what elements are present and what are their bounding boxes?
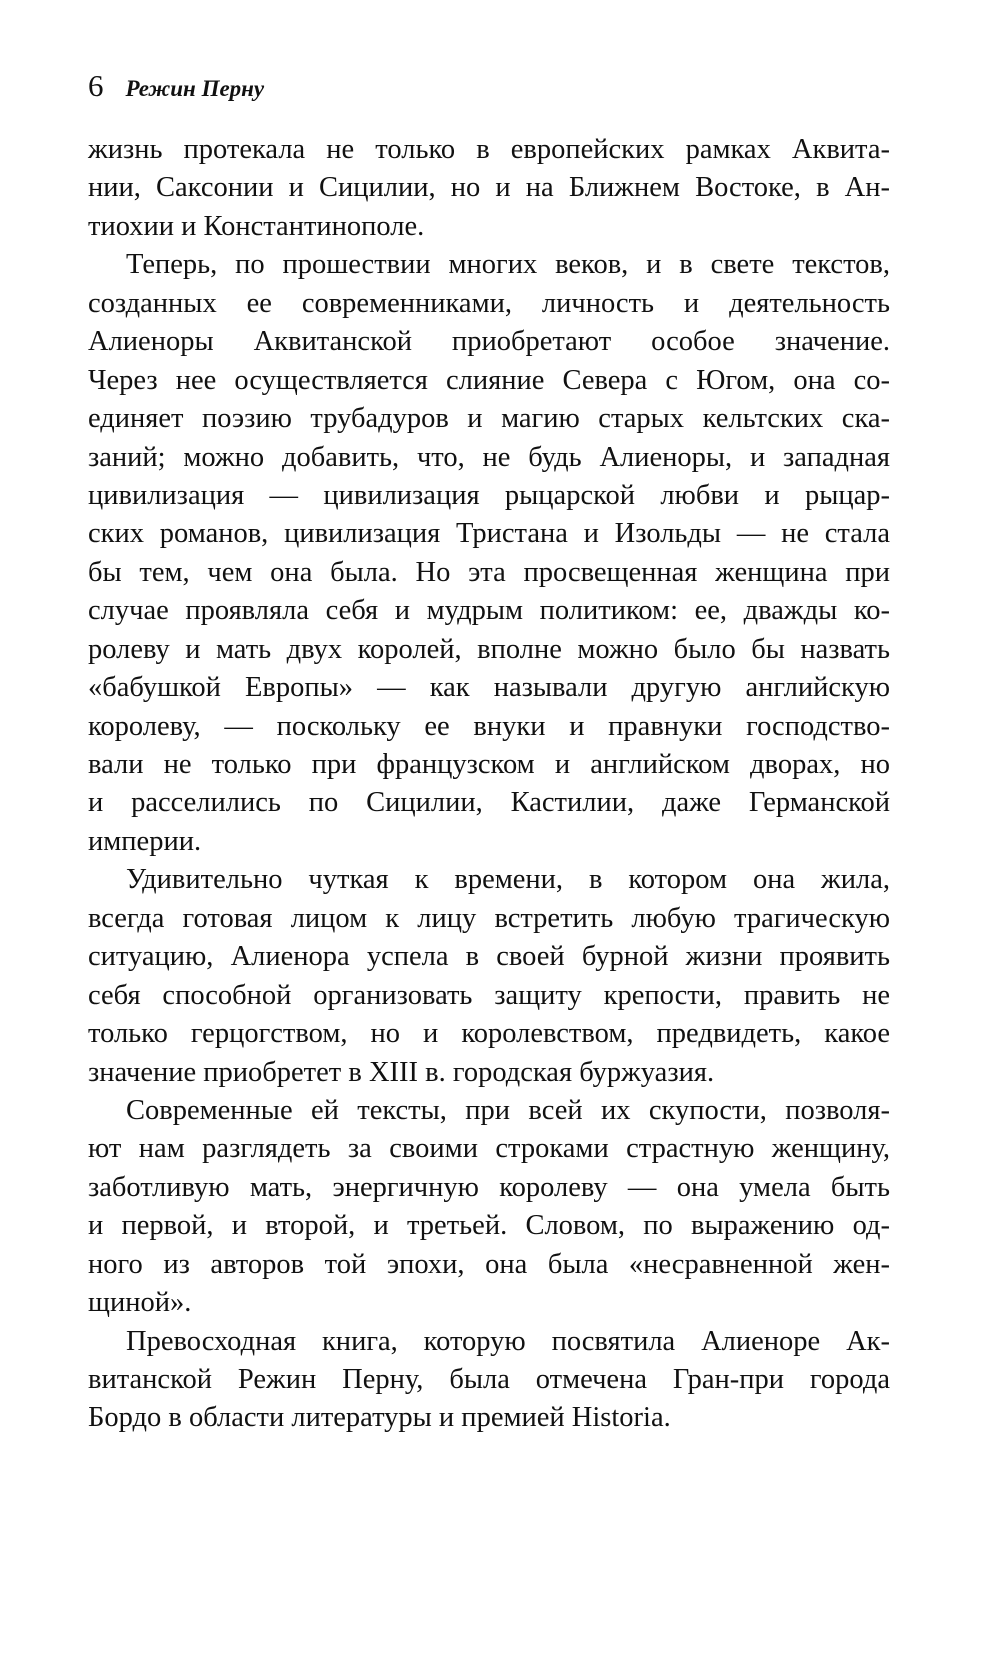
text-line: заботливую мать, энергичную королеву — она умела быть <box>88 1171 890 1203</box>
text-line: всегда готовая лицом к лицу встретить любую трагическую <box>88 902 890 934</box>
text-line: щиной». <box>88 1287 192 1319</box>
body-text <box>88 131 890 1438</box>
text-line: «бабушкой Европы» — как называли другую английскую <box>88 672 890 704</box>
text-line: ют нам разглядеть за своими строками страстную женщину, <box>88 1133 890 1165</box>
text-line: Современные ей тексты, при всей их скупости, позволя- <box>126 1094 890 1126</box>
running-title: Режин Перну <box>125 76 265 101</box>
paragraph <box>88 131 890 246</box>
text-line: ролеву и мать двух королей, вполне можно было бы назвать <box>88 633 890 665</box>
text-line: ного из авторов той эпохи, она была «несравненной жен- <box>88 1248 890 1280</box>
text-line: Алиеноры Аквитанской приобретают особое значение. <box>88 326 890 358</box>
paragraph <box>88 861 890 1092</box>
paragraph <box>88 1092 890 1323</box>
text-line: созданных ее современниками, личность и деятельность <box>88 287 890 319</box>
text-line: тиохии и Константинополе. <box>88 210 425 242</box>
page-number: 6 <box>88 68 104 103</box>
text-line: королеву, — поскольку ее внуки и правнуки господство- <box>88 710 890 742</box>
text-line: значение приобретет в XIII в. городская буржуазия. <box>88 1056 715 1088</box>
text-line: заний; можно добавить, что, не будь Алиеноры, и западная <box>88 441 890 473</box>
text-line: Превосходная книга, которую посвятила Алиеноре Ак- <box>126 1325 890 1357</box>
text-line: Удивительно чуткая к времени, в котором она жила, <box>126 864 890 896</box>
text-line: Через нее осуществляется слияние Севера с Югом, она со- <box>88 364 890 396</box>
text-line: цивилизация — цивилизация рыцарской любви и рыцар- <box>88 479 890 511</box>
text-line: и расселились по Сицилии, Кастилии, даже Германской <box>88 787 890 819</box>
text-line: себя способной организовать защиту крепости, править не <box>88 979 890 1011</box>
text-line: случае проявляла себя и мудрым политиком: ее, дважды ко- <box>88 595 890 627</box>
text-line: и первой, и второй, и третьей. Словом, по выражению од- <box>88 1210 890 1242</box>
text-line: Бордо в области литературы и премией Historia. <box>88 1402 671 1434</box>
text-line: империи. <box>88 825 202 857</box>
text-line: ситуацию, Алиенора успела в своей бурной жизни проявить <box>88 941 890 973</box>
text-line: нии, Саксонии и Сицилии, но и на Ближнем Востоке, в Ан- <box>88 172 890 204</box>
text-line: Теперь, по прошествии многих веков, и в свете текстов, <box>126 249 890 281</box>
text-line: бы тем, чем она была. Но эта просвещенная женщина при <box>88 556 890 588</box>
text-line: только герцогством, но и королевством, предвидеть, какое <box>88 1018 890 1050</box>
text-line: витанской Режин Перну, была отмечена Гран-при города <box>88 1364 890 1395</box>
text-line: ских романов, цивилизация Тристана и Изольды — не стала <box>88 518 890 550</box>
paragraph <box>88 246 890 861</box>
paragraph <box>88 1323 890 1438</box>
text-line: вали не только при французском и английском дворах, но <box>88 749 890 780</box>
text-line: единяет поэзию трубадуров и магию старых кельтских ска- <box>88 403 890 435</box>
page-header <box>88 68 264 112</box>
text-line: жизнь протекала не только в европейских рамках Аквита- <box>88 134 890 165</box>
